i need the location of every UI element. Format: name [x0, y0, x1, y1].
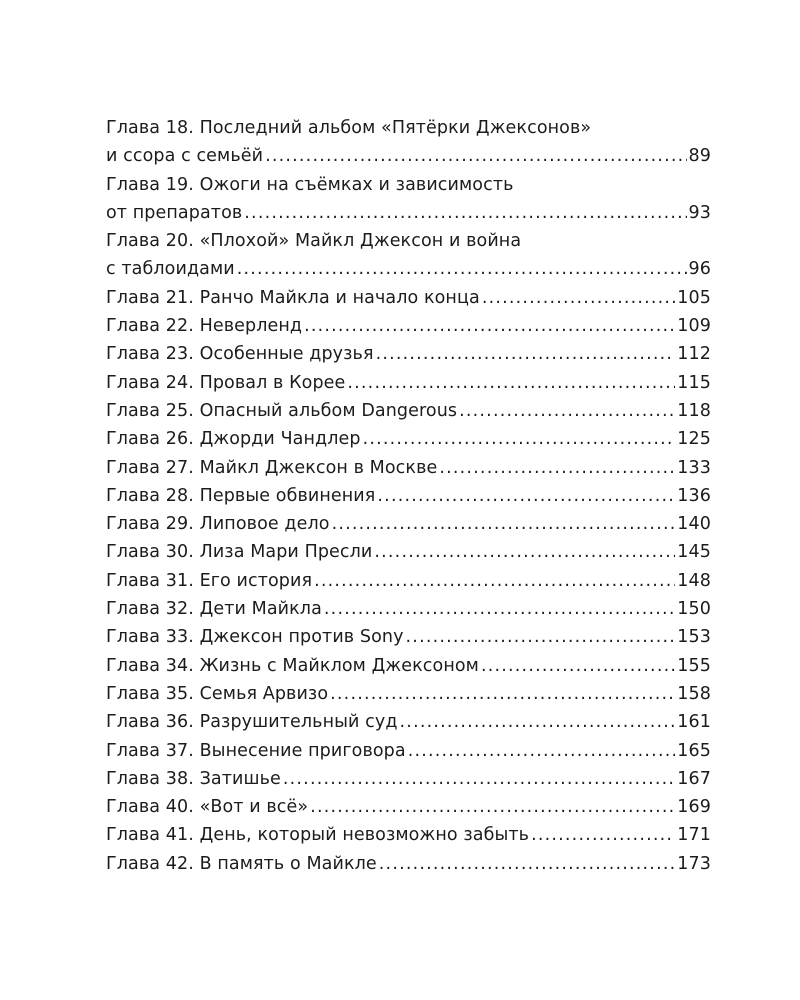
toc-page-number: 133	[677, 457, 711, 478]
dot-leader	[237, 255, 687, 283]
dot-leader	[439, 454, 675, 482]
toc-page-number: 173	[677, 853, 711, 874]
dot-leader	[283, 765, 675, 793]
toc-page-number: 148	[677, 570, 711, 591]
toc-page-number: 96	[688, 259, 711, 280]
toc-page-number: 105	[677, 287, 711, 308]
toc-entry-title: Глава 20. «Плохой» Майкл Джексон и война	[106, 231, 522, 252]
toc-entry-title: Глава 38. Затишье	[106, 768, 281, 789]
toc-entry-title: Глава 41. День, который невозможно забыть	[106, 825, 530, 846]
toc-entry-title: Глава 24. Провал в Корее	[106, 372, 346, 393]
dot-leader	[406, 623, 676, 651]
toc-entry	[106, 284, 711, 312]
dot-leader	[459, 397, 675, 425]
toc-entry	[106, 340, 711, 368]
toc-entry-title: Глава 29. Липовое дело	[106, 514, 330, 535]
toc-page-number: 165	[677, 740, 711, 761]
toc-entry	[106, 142, 711, 170]
toc-entry-title: Глава 31. Его история	[106, 570, 313, 591]
dot-leader	[400, 708, 676, 736]
toc-page-number: 89	[688, 146, 711, 167]
toc-entry	[106, 765, 711, 793]
toc-page-number: 125	[677, 429, 711, 450]
toc-entry	[106, 425, 711, 453]
toc-entry-title: Глава 37. Вынесение приговора	[106, 740, 406, 761]
toc-entry	[106, 538, 711, 566]
toc-entry-title: Глава 22. Неверленд	[106, 316, 303, 337]
toc-entry	[106, 850, 711, 878]
toc-page-number: 161	[677, 712, 711, 733]
toc-entry-title-continuation: с таблоидами	[106, 259, 235, 280]
toc-entry	[106, 482, 711, 510]
toc-entry-title: Глава 26. Джорди Чандлер	[106, 429, 361, 450]
toc-entry	[106, 623, 711, 651]
toc-entry	[106, 397, 711, 425]
toc-entry	[106, 567, 711, 595]
toc-entry-title-line	[106, 227, 711, 255]
dot-leader	[408, 737, 676, 765]
toc-entry	[106, 708, 711, 736]
toc-entry	[106, 821, 711, 849]
dot-leader	[363, 425, 676, 453]
toc-entry	[106, 595, 711, 623]
toc-entry-title: Глава 33. Джексон против Sony	[106, 627, 404, 648]
table-of-contents	[106, 114, 711, 878]
toc-page-number: 136	[677, 485, 711, 506]
toc-entry	[106, 737, 711, 765]
toc-entry-title: Глава 18. Последний альбом «Пятёрки Джексонов»	[106, 118, 592, 138]
dot-leader	[481, 652, 675, 680]
toc-entry-title-line	[106, 114, 711, 142]
toc-page-number: 155	[677, 655, 711, 676]
toc-entry-title: Глава 23. Особенные друзья	[106, 344, 374, 365]
toc-entry-title: Глава 35. Семья Арвизо	[106, 683, 329, 704]
toc-page-number: 112	[677, 344, 711, 365]
toc-entry-title: Глава 19. Ожоги на съёмках и зависимость	[106, 174, 514, 195]
dot-leader	[376, 340, 676, 368]
dot-leader	[324, 595, 675, 623]
toc-entry-title-continuation: от препаратов	[106, 202, 243, 223]
toc-entry	[106, 680, 711, 708]
dot-leader	[482, 284, 675, 312]
dot-leader	[314, 567, 675, 595]
toc-page-number: 145	[677, 542, 711, 563]
dot-leader	[531, 821, 675, 849]
toc-page-number: 167	[677, 768, 711, 789]
toc-entry-title: Глава 27. Майкл Джексон в Москве	[106, 457, 438, 478]
toc-entry-title: Глава 21. Ранчо Майкла и начало конца	[106, 287, 480, 308]
toc-entry-title: Глава 42. В память о Майкле	[106, 853, 377, 874]
dot-leader	[374, 538, 675, 566]
toc-entry	[106, 255, 711, 283]
dot-leader	[379, 850, 676, 878]
toc-entry-title-continuation: и ссора с семьёй	[106, 146, 264, 167]
dot-leader	[304, 312, 675, 340]
toc-entry	[106, 454, 711, 482]
toc-page-number: 115	[677, 372, 711, 393]
toc-entry-title: Глава 40. «Вот и всё»	[106, 797, 309, 818]
dot-leader	[377, 482, 675, 510]
dot-leader	[330, 680, 675, 708]
toc-entry	[106, 312, 711, 340]
toc-entry	[106, 510, 711, 538]
toc-page-number: 153	[677, 627, 711, 648]
toc-entry	[106, 793, 711, 821]
toc-page-number: 171	[677, 825, 711, 846]
dot-leader	[332, 510, 676, 538]
toc-entry-title: Глава 30. Лиза Мари Пресли	[106, 542, 373, 563]
toc-page-number: 118	[677, 400, 711, 421]
toc-page-number: 150	[677, 599, 711, 620]
toc-entry-title-line	[106, 171, 711, 199]
toc-entry	[106, 369, 711, 397]
toc-page-number: 93	[688, 202, 711, 223]
dot-leader	[347, 369, 675, 397]
toc-page-number: 169	[677, 797, 711, 818]
toc-entry-title: Глава 32. Дети Майкла	[106, 599, 322, 620]
toc-entry	[106, 199, 711, 227]
dot-leader	[265, 142, 686, 170]
toc-entry-title: Глава 28. Первые обвинения	[106, 485, 376, 506]
toc-page-number: 158	[677, 683, 711, 704]
toc-entry	[106, 652, 711, 680]
toc-page-number: 140	[677, 514, 711, 535]
dot-leader	[310, 793, 675, 821]
toc-entry-title: Глава 25. Опасный альбом Dangerous	[106, 400, 458, 421]
toc-entry-title: Глава 34. Жизнь с Майклом Джексоном	[106, 655, 479, 676]
toc-page-number: 109	[677, 316, 711, 337]
dot-leader	[244, 199, 686, 227]
toc-entry-title: Глава 36. Разрушительный суд	[106, 712, 398, 733]
